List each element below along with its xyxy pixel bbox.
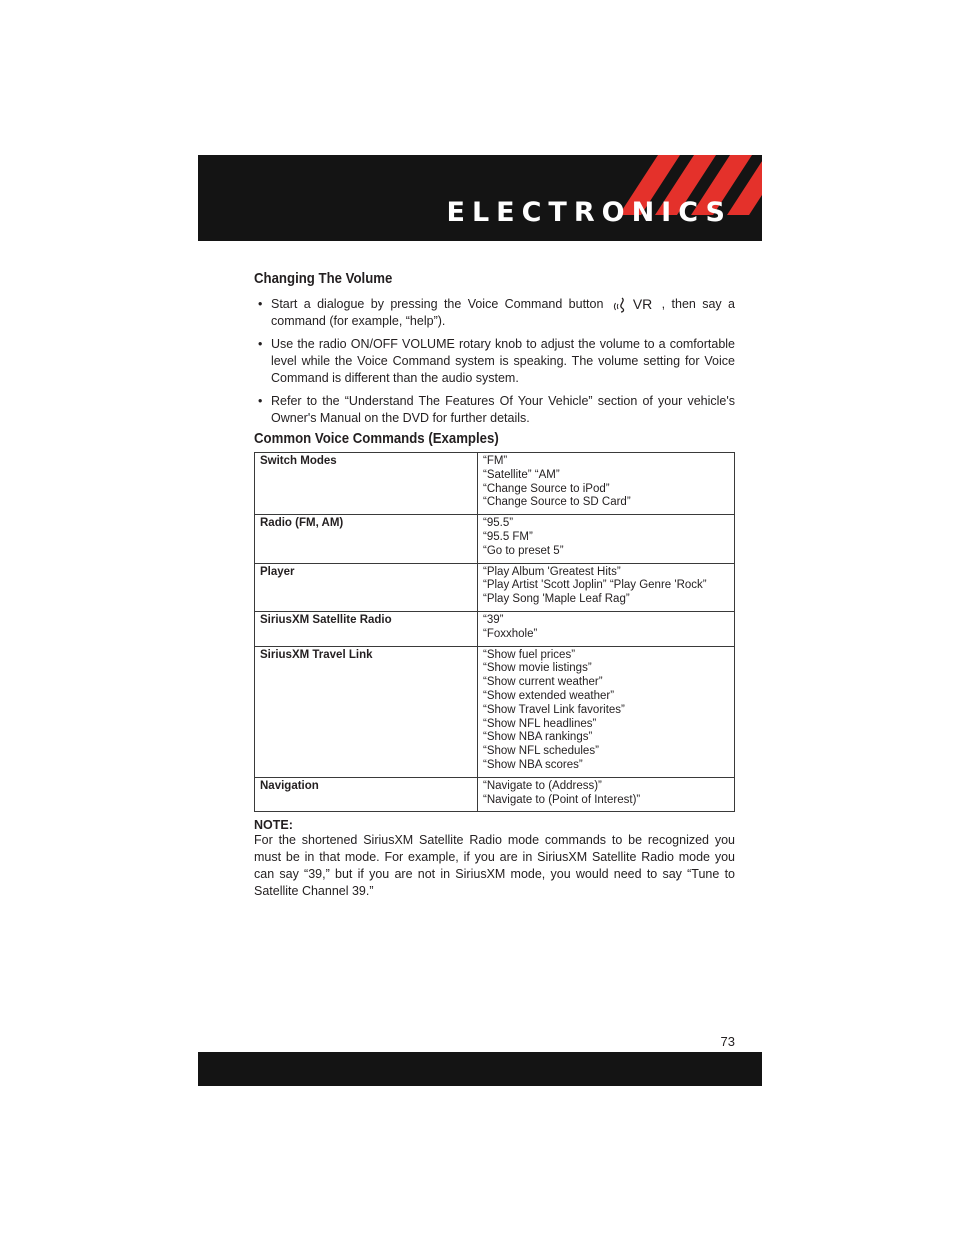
command-category: Player — [255, 563, 478, 611]
command-example: “Play Song 'Maple Leaf Rag” — [483, 593, 630, 606]
command-row — [255, 515, 735, 563]
command-row — [255, 777, 735, 812]
command-example: “Navigate to (Point of Interest)” — [483, 793, 641, 806]
command-examples — [478, 563, 735, 611]
command-example: “FM” — [483, 455, 508, 467]
command-example: “Go to preset 5” — [483, 544, 564, 557]
command-example: “95.5” — [483, 517, 514, 530]
command-example: “Play Artist 'Scott Joplin” “Play Genre 'Rock” — [483, 579, 707, 592]
note-section — [254, 818, 735, 900]
footer-bar — [198, 1052, 762, 1086]
command-example: “Foxxhole” — [483, 627, 538, 640]
command-row — [255, 453, 735, 515]
command-example: “Navigate to (Address)” — [483, 779, 602, 792]
common-commands-section — [254, 430, 735, 447]
page-number: 73 — [720, 1034, 735, 1049]
command-category: SiriusXM Travel Link — [255, 646, 478, 777]
command-category: SiriusXM Satellite Radio — [255, 611, 478, 646]
command-example: “Show movie listings” — [483, 662, 592, 675]
command-example: “95.5 FM” — [483, 530, 533, 543]
command-example: “Show NBA scores” — [483, 758, 583, 771]
command-row — [255, 646, 735, 777]
command-examples — [478, 777, 735, 812]
section-header-bar — [198, 155, 762, 241]
section-title: ELECTRONICS — [446, 197, 732, 228]
command-examples — [478, 611, 735, 646]
command-example: “Show extended weather” — [483, 689, 615, 702]
volume-bullet-1 — [254, 296, 735, 330]
volume-bullet-2: • Use the radio ON/OFF VOLUME rotary knob to adjust the volume to a comfortable level while the Voice Command system is speaking. The volume setting for Voice Command is different than the audio system. — [254, 336, 735, 387]
command-category: Navigation — [255, 777, 478, 812]
commands-table-body — [255, 453, 735, 812]
command-example: “Show NFL schedules” — [483, 745, 599, 758]
command-examples — [478, 646, 735, 777]
changing-volume-heading: Changing The Volume — [254, 270, 393, 287]
command-example: “Show fuel prices” — [483, 648, 576, 661]
command-example: “Show current weather” — [483, 676, 603, 689]
volume-bullet-3: • Refer to the “Understand The Features Of Your Vehicle” section of your vehicle's Owner's Manual on the DVD for further details. — [254, 393, 735, 427]
command-example: “Show Travel Link favorites” — [483, 703, 625, 716]
command-row — [255, 563, 735, 611]
bullet-1-text-start: Start a dialogue by pressing the Voice Command button — [271, 297, 604, 311]
common-commands-heading: Common Voice Commands (Examples) — [254, 430, 499, 447]
voice-commands-table — [254, 452, 735, 812]
vr-label: VR — [632, 296, 653, 313]
command-example: “Show NBA rankings” — [483, 731, 593, 744]
command-examples — [478, 453, 735, 515]
command-example: “Change Source to iPod” — [483, 482, 610, 495]
command-example: “Play Album 'Greatest Hits” — [483, 565, 621, 578]
command-example: “Change Source to SD Card” — [483, 496, 631, 509]
command-row — [255, 611, 735, 646]
command-category: Switch Modes — [255, 453, 478, 515]
note-text: For the shortened SiriusXM Satellite Radio mode commands to be recognized you must be in that mode. For example, if you are in SiriusXM Satellite Radio mode you can say “39,” but if you are not in SiriusXM mode, you would need to say “Tune to Satellite Channel 39.” — [254, 833, 735, 898]
command-example: “39” — [483, 613, 504, 626]
voice-wave-icon — [613, 297, 631, 313]
volume-bullet-list — [254, 296, 735, 427]
changing-volume-section — [254, 270, 735, 433]
voice-command-icon — [613, 296, 652, 313]
note-label: NOTE: — [254, 818, 293, 832]
command-examples — [478, 515, 735, 563]
command-example: “Satellite” “AM” — [483, 468, 560, 481]
bullet-1-text-end: , then say a command (for example, “help”). — [271, 297, 736, 329]
command-example: “Show NFL headlines” — [483, 717, 597, 730]
command-category: Radio (FM, AM) — [255, 515, 478, 563]
